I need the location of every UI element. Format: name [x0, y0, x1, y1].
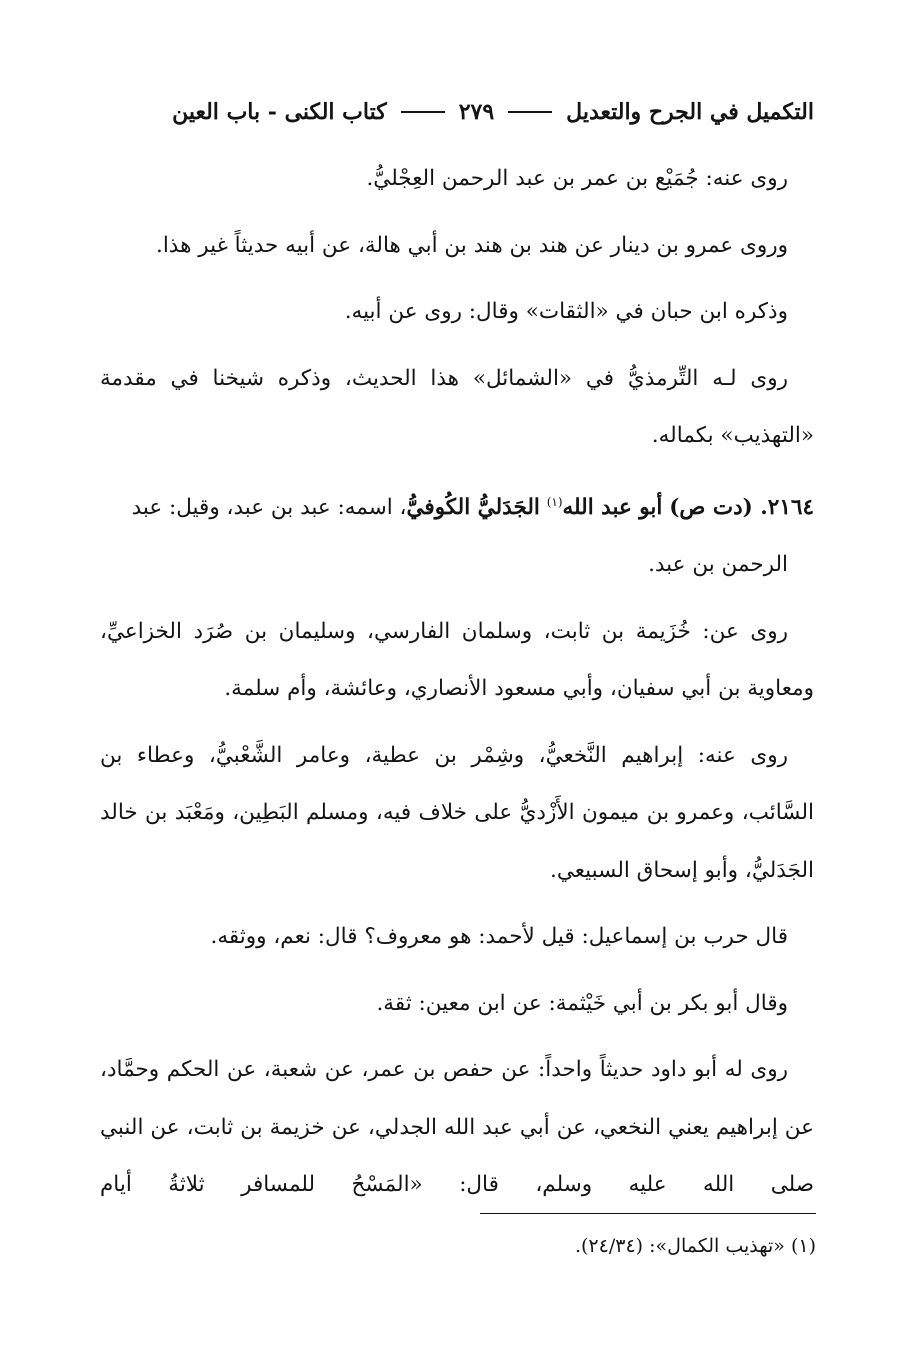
- footnote-divider: [480, 1213, 816, 1214]
- paragraph: روى عنه: إبراهيم النَّخعيُّ، وشِمْر بن عطية، وعامر الشَّعْبيُّ، وعطاء بن السَّائب، وعمرو بن ميمون الأَزْديُّ على خلاف فيه، ومسلم البَطِين، ومَعْبَد بن خالد الجَدَليُّ، وأبو إسحاق السبيعي.: [100, 742, 814, 883]
- paragraph: وقال أبو بكر بن أبي خَيْثمة: عن ابن معين: ثقة.: [376, 990, 788, 1016]
- running-header: [142, 92, 814, 132]
- paragraph: روى عن: خُزَيمة بن ثابت، وسلمان الفارسي، وسليمان بن صُرَد الخزاعيِّ، ومعاوية بن أبي سفيان، وأبي مسعود الأنصاري، وعائشة، وأم سلمة.: [100, 618, 814, 702]
- footnote-ref: (١): [546, 494, 563, 509]
- paragraph: قال حرب بن إسماعيل: قيل لأحمد: هو معروف؟ قال: نعم، ووثقه.: [210, 924, 788, 950]
- paragraph: وذكره ابن حبان في «الثقات» وقال: روى عن أبيه.: [344, 299, 788, 324]
- entry-name: أبو عبد الله: [562, 494, 663, 520]
- header-dash: [508, 111, 552, 113]
- paragraph: روى لـه التِّرمذيُّ في «الشمائل» هذا الحديث، وذكره شيخنا في مقدمة «التهذيب» بكماله.: [100, 365, 814, 448]
- paragraph: روى له أبو داود حديثاً واحداً: عن حفص بن عمر، عن شعبة، عن الحكم وحمَّاد، عن إبراهيم يعني النخعي، عن أبي عبد الله الجدلي، عن خزيمة بن ثابت، عن النبي صلى الله عليه وسلم، قال: «المَسْحُ للمسافر ثلاثةُ أيام: [100, 1057, 814, 1198]
- paragraph: وروى عمرو بن دينار عن هند بن هند بن أبي هالة، عن أبيه حديثاً غير هذا.: [155, 232, 788, 258]
- entry-rest: ، اسمه: عبد بن عبد، وقيل: عبد: [131, 494, 407, 520]
- paragraph: روى عنه: جُمَيْع بن عمر بن عبد الرحمن العِجْليُّ.: [366, 166, 788, 191]
- entry-nisba: الجَدَليُّ الكُوفيُّ: [406, 494, 540, 520]
- biography-entry: [100, 474, 814, 594]
- header-dash: [401, 111, 445, 113]
- footnote: (١) «تهذيب الكمال»: (٢٤/٣٤).: [574, 1235, 816, 1257]
- page-number: ٢٧٩: [458, 99, 495, 125]
- book-title: التكميل في الجرح والتعديل: [566, 99, 814, 125]
- text-body: [100, 150, 814, 1223]
- section-title: كتاب الكنى - باب العين: [172, 99, 387, 125]
- entry-number: ٢١٦٤. (دت ص): [669, 494, 814, 520]
- entry-continuation: الرحمن بن عبد.: [648, 552, 788, 578]
